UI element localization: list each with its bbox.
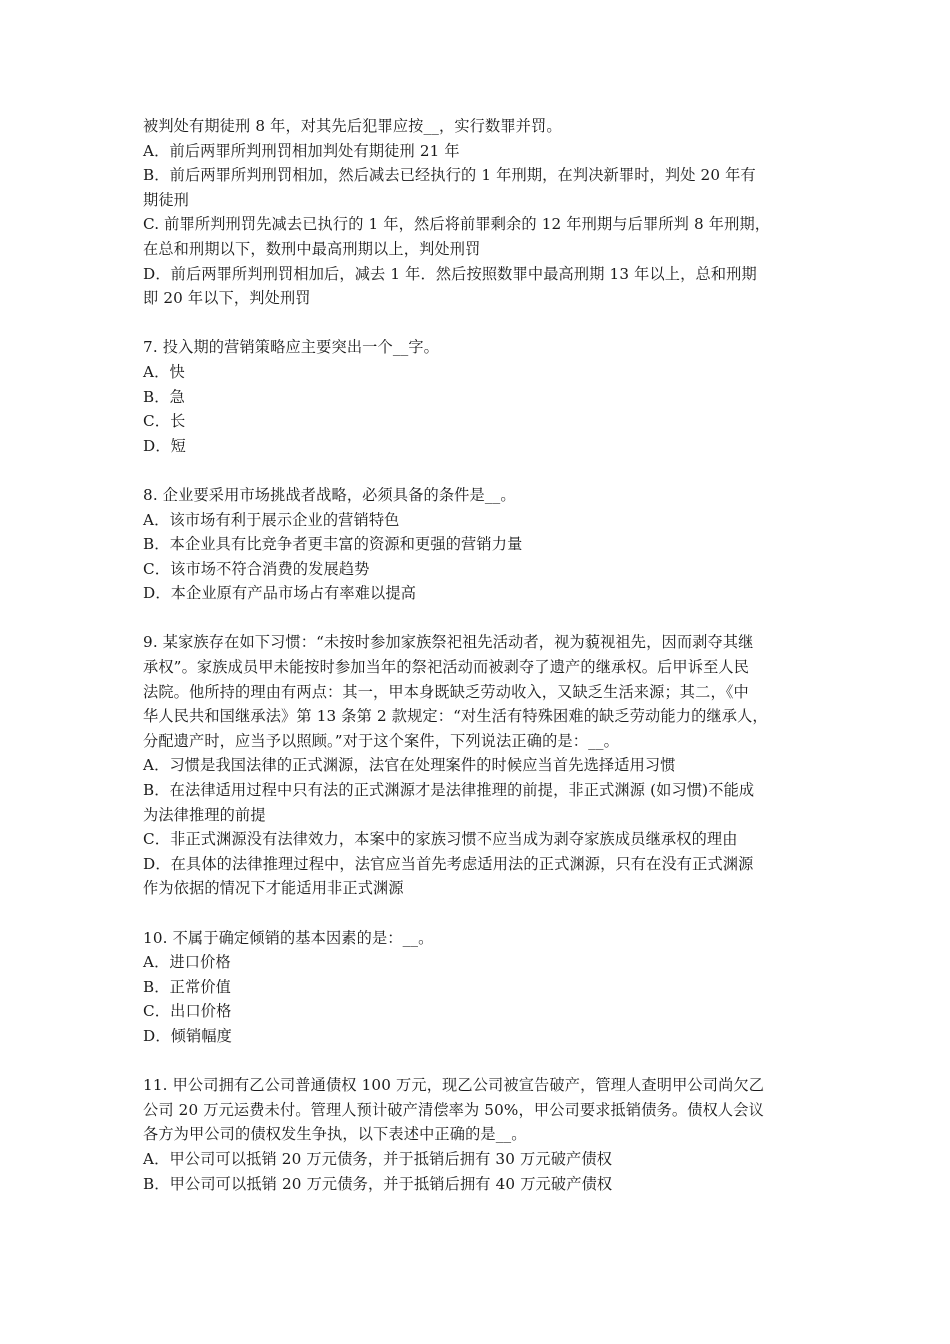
question-stem-continued: 华人民共和国继承法》第 13 条第 2 款规定：“对生活有特殊困难的缺乏劳动能力的继承人， xyxy=(143,707,768,726)
option-c: C. 前罪所判刑罚先减去已执行的 1 年，然后将前罪剩余的 12 年刑期与后罪所判 8 年刑期， xyxy=(143,215,771,234)
option-a: A．甲公司可以抵销 20 万元债务，并于抵销后拥有 30 万元破产债权 xyxy=(143,1149,613,1168)
option-d: D．在具体的法律推理过程中，法官应当首先考虑适用法的正式渊源，只有在没有正式渊源 xyxy=(143,854,754,873)
option-d: D．前后两罪所判刑罚相加后，减去 1 年．然后按照数罪中最高刑期 13 年以上，总和刑期 xyxy=(143,264,757,283)
option-b: B．本企业具有比竞争者更丰富的资源和更强的营销力量 xyxy=(143,535,523,554)
question-stem: 9. 某家族存在如下习惯：“未按时参加家族祭祀祖先活动者，视为藐视祖先，因而剥夺其继 xyxy=(143,633,754,652)
question-stem-continued: 各方为甲公司的债权发生争执，以下表述中正确的是__。 xyxy=(143,1125,527,1144)
question-6-continued xyxy=(143,114,808,311)
question-stem: 11. 甲公司拥有乙公司普通债权 100 万元，现乙公司被宣告破产，管理人查明甲公司尚欠乙 xyxy=(143,1076,765,1095)
question-7 xyxy=(143,335,808,458)
option-b-continued: 为法律推理的前提 xyxy=(143,805,266,824)
option-b: B．正常价值 xyxy=(143,977,231,996)
option-c: C．长 xyxy=(143,412,186,431)
question-stem: 10. 不属于确定倾销的基本因素的是：__。 xyxy=(143,928,434,947)
question-stem: 8. 企业要采用市场挑战者战略，必须具备的条件是__。 xyxy=(143,485,516,504)
document-body xyxy=(143,114,808,1196)
option-d-continued: 作为依据的情况下才能适用非正式渊源 xyxy=(143,879,404,898)
question-stem-continued: 公司 20 万元运费未付。管理人预计破产清偿率为 50%，甲公司要求抵销债务。债权人会议 xyxy=(143,1100,764,1119)
option-b: B．急 xyxy=(143,387,185,406)
question-stem-continued: 承权”。家族成员甲未能按时参加当年的祭祀活动而被剥夺了遗产的继承权。后甲诉至人民 xyxy=(143,658,750,677)
option-b: B．在法律适用过程中只有法的正式渊源才是法律推理的前提，非正式渊源 (如习惯)不能成 xyxy=(143,781,755,800)
option-d: D．短 xyxy=(143,436,187,455)
question-8 xyxy=(143,483,808,606)
question-stem: 7. 投入期的营销策略应主要突出一个__字。 xyxy=(143,338,439,357)
option-c: C．非正式渊源没有法律效力，本案中的家族习惯不应当成为剥夺家族成员继承权的理由 xyxy=(143,830,738,849)
option-c: C．出口价格 xyxy=(143,1002,232,1021)
question-stem-continued: 被判处有期徒刑 8 年，对其先后犯罪应按__，实行数罪并罚。 xyxy=(143,117,562,135)
option-c: C．该市场不符合消费的发展趋势 xyxy=(143,559,370,578)
option-a: A．该市场有利于展示企业的营销特色 xyxy=(143,510,400,529)
option-a: A．快 xyxy=(143,362,185,381)
option-b: B．甲公司可以抵销 20 万元债务，并于抵销后拥有 40 万元破产债权 xyxy=(143,1174,613,1193)
option-b: B．前后两罪所判刑罚相加，然后减去已经执行的 1 年刑期，在判决新罪时，判处 20 年有 xyxy=(143,166,756,185)
question-9 xyxy=(143,630,808,901)
option-b-continued: 期徒刑 xyxy=(143,190,190,209)
option-c-continued: 在总和刑期以下，数刑中最高刑期以上，判处刑罚 xyxy=(143,239,481,258)
question-stem-continued: 分配遗产时，应当予以照顾。”对于这个案件，下列说法正确的是：__。 xyxy=(143,731,619,750)
option-d: D．本企业原有产品市场占有率难以提高 xyxy=(143,584,417,603)
option-d-continued: 即 20 年以下，判处刑罚 xyxy=(143,289,311,308)
question-stem-continued: 法院。他所持的理由有两点：其一，甲本身既缺乏劳动收入，又缺乏生活来源；其二，《中 xyxy=(143,682,749,701)
option-a: A．前后两罪所判刑罚相加判处有期徒刑 21 年 xyxy=(143,141,460,160)
option-a: A．习惯是我国法律的正式渊源，法官在处理案件的时候应当首先选择适用习惯 xyxy=(143,756,676,775)
question-10 xyxy=(143,926,808,1049)
option-a: A．进口价格 xyxy=(143,953,231,972)
question-11 xyxy=(143,1073,808,1196)
option-d: D．倾销幅度 xyxy=(143,1026,233,1045)
